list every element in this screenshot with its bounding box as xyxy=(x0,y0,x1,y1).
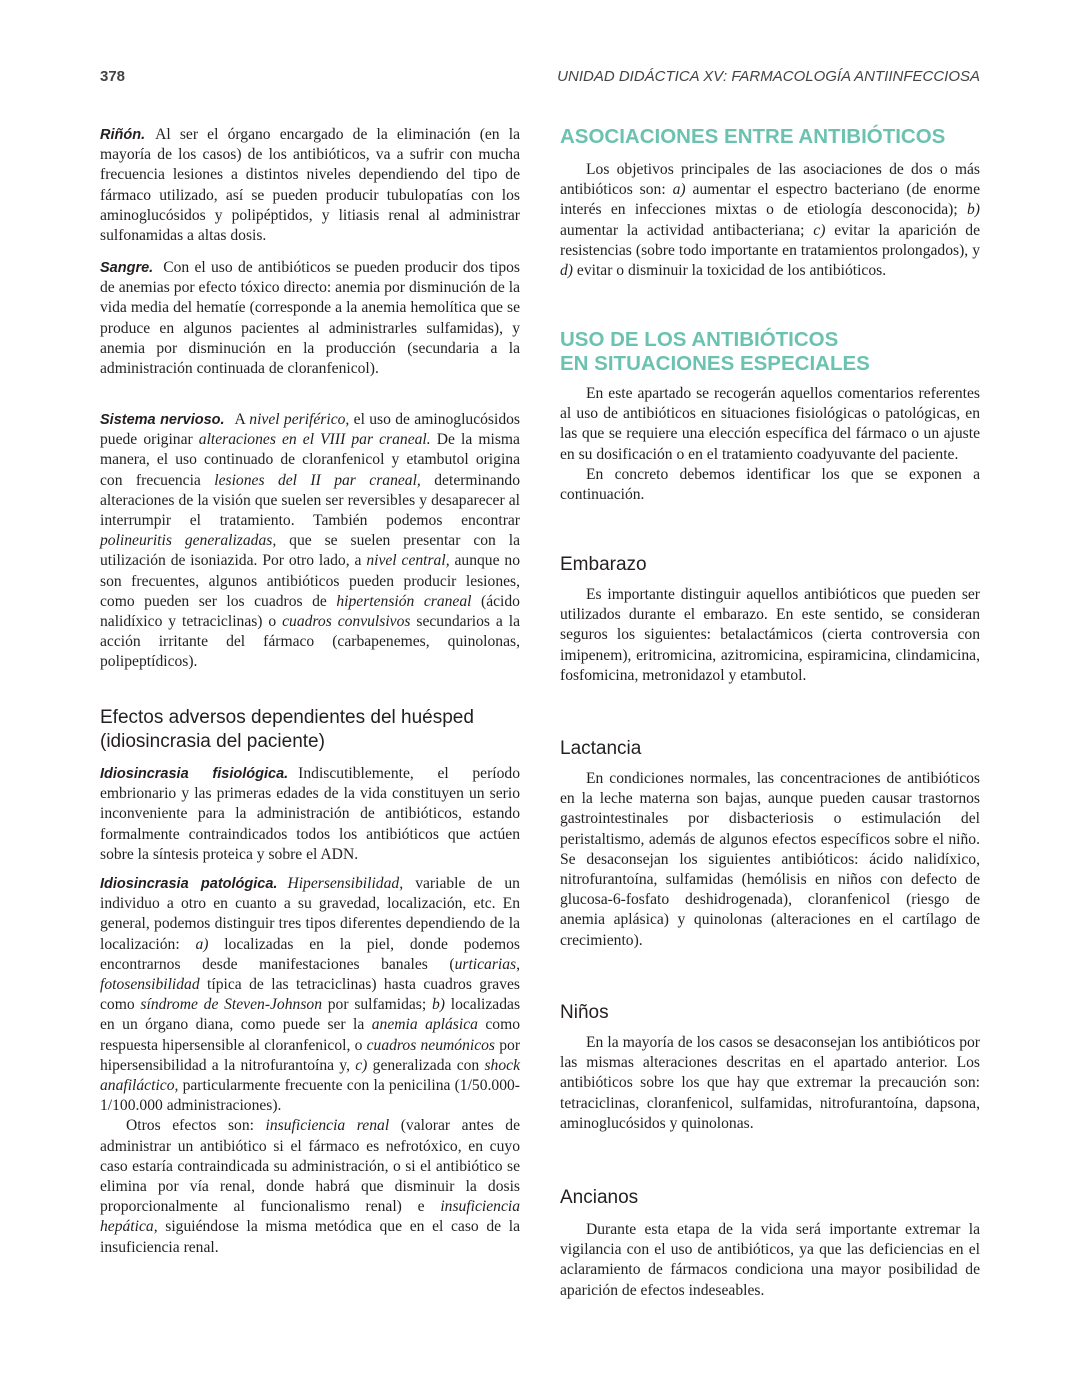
italic-text: b) xyxy=(431,996,445,1014)
italic-text: anemia aplásica xyxy=(371,1016,478,1034)
paragraph-ancianos xyxy=(560,1220,980,1301)
running-title: UNIDAD DIDÁCTICA XV: FARMACOLOGÍA ANTIINFECCIOSA xyxy=(557,68,980,85)
body-text: como respuesta hipersensible al cloranfenicol, o xyxy=(100,1016,521,1054)
body-text: Es importante distinguir aquellos antibióticos que pueden ser utilizados durante el embarazo. En este sentido, se consideran seguros los siguientes: betalactámicos (cierta controversia con imipenem), eritromicina, azitromicina, espiramicina, clindamicina, fosfomicina, metronidazol y etambutol. xyxy=(560,586,980,684)
body-text: aumentar el espectro bacteriano (de enorme interés en infecciones mixtas o de etiología desconocida); xyxy=(560,181,980,219)
subheading-ancianos: Ancianos xyxy=(560,1187,639,1208)
body-text: siguiéndose la misma metódica que en el caso de la insuficiencia renal. xyxy=(100,1218,520,1256)
body-text: localizadas en la piel, donde podemos encontrarnos desde manifestaciones banales ( xyxy=(100,935,520,973)
body-text: De la misma manera, el uso continuado de cloranfenicol y etambutol origina con frecuencia xyxy=(100,431,520,489)
italic-text: c) xyxy=(355,1056,368,1074)
body-text: En condiciones normales, las concentraciones de antibióticos en la leche materna son bajas, aunque pueden causar trastornos gastrointestinales por disbacteriosis o estimulación del peristaltismo, además de algunos efectos específicos sobre el niño. Se desaconsejan los siguientes antibióticos: ácido nalidíxico, nitrofurantoína, sulfamidas (hemólisis en niños con defecto de glucosa-6-fosfato deshidrogenada), cloranfenicol (riesgo de anemia aplásica) y quinolonas (alteraciones en el cartílago de crecimiento). xyxy=(560,770,980,949)
body-text: (valorar antes de administrar un antibiótico si el fármaco es nefrotóxico, en cuyo caso estaría contraindicada su administración, o si el antibiótico se elimina por vía renal, donde habrá que disminuir la dosis proporcionalmente al funcionalismo renal) e xyxy=(100,1117,520,1216)
body-text: secundarios a la acción irritante del fármaco (carbapenemes, quinolonas, polipeptídicos). xyxy=(100,613,520,671)
body-text: determinando alteraciones de la visión que suelen ser reversibles y desaparecer al interrumpir el tratamiento. También podemos encontrar xyxy=(100,471,520,530)
body-text: Al ser el órgano encargado de la eliminación (en la mayoría de los casos) de los antibióticos, va a sufrir con mucha frecuencia lesiones a distintos niveles dependiendo del tipo de fármaco utilizado, así se pueden producir tubulopatías con los aminoglucósidos y polipéptidos, y litiasis renal al administrar sulfonamidas a altas dosis. xyxy=(100,126,520,245)
body-text: En concreto debemos identificar los que se exponen a continuación. xyxy=(560,465,980,504)
italic-text: Hipersensibilidad, xyxy=(287,875,404,892)
italic-text: insuficiencia hepática, xyxy=(100,1198,520,1236)
run-in-heading: Idiosincrasia fisiológica. xyxy=(100,766,289,782)
italic-text: cuadros neumónicos xyxy=(366,1036,495,1054)
heading-line-2: EN SITUACIONES ESPECIALES xyxy=(560,352,870,375)
run-in-heading: Idiosincrasia patológica. xyxy=(100,876,278,892)
body-text: por sulfamidas; xyxy=(322,996,432,1014)
body-text: (ácido nalidíxico y tetraciclinas) o xyxy=(100,592,520,631)
body-text: En este apartado se recogerán aquellos comentarios referentes al uso de antibióticos en situaciones fisiológicas o patológicas, en las que se requiere una elección específica del fármaco o un ajuste en su dosificación o en el tratamiento coadyuvante del paciente. xyxy=(560,385,980,463)
body-text: Los objetivos principales de las asociaciones de dos o más antibióticos son: xyxy=(560,161,980,199)
run-in-heading: Sangre. xyxy=(100,260,154,276)
body-text: Con el uso de antibióticos se pueden producir dos tipos de anemias por efecto tóxico directo: anemia por disminución de la vida media del hematíe (corresponde a la anemia hemolítica que se produce en algunos pacientes al administrarles sulfamidas), y anemia por disminución en la producción (secundaria a la administración continuada de cloranfenicol). xyxy=(100,259,520,378)
paragraph-ninos xyxy=(560,1033,980,1134)
italic-text: a) xyxy=(672,181,686,199)
italic-text: nivel periférico, xyxy=(249,411,350,428)
body-text: evitar la aparición de resistencias (sobre todo importante en tratamientos prolongados), y xyxy=(560,221,980,259)
page-number: 378 xyxy=(100,68,126,85)
heading-asociaciones: ASOCIACIONES ENTRE ANTIBIÓTICOS xyxy=(560,125,946,148)
paragraph-idiosincrasia-patologica xyxy=(100,874,520,1258)
paragraph-asociaciones xyxy=(560,160,980,281)
body-text: aunque no son frecuentes, algunos antibióticos pueden producir lesiones, como pueden ser los cuadros de xyxy=(100,552,520,610)
italic-text: nivel central, xyxy=(366,552,450,570)
subheading-ninos: Niños xyxy=(560,1002,609,1023)
heading-uso-antibioticos xyxy=(560,328,990,376)
italic-text: hipertensión craneal xyxy=(336,592,472,610)
italic-text: d) xyxy=(560,262,573,280)
italic-text: shock anafiláctico, xyxy=(100,1056,520,1095)
heading-line-1: USO DE LOS ANTIBIÓTICOS xyxy=(560,328,839,351)
body-text: En la mayoría de los casos se desaconsejan los antibióticos por las mismas alteraciones descritas en el apartado anterior. Los antibióticos sobre los que hay que extremar la precaución son: tetraciclinas, cloranfenicol, sulfamidas, nitrofurantoína, dapsona, aminoglucósidos y quinolonas. xyxy=(560,1034,980,1132)
italic-text: a) xyxy=(195,935,209,953)
italic-text: alteraciones en el VIII par craneal. xyxy=(198,431,431,449)
body-text: aumentar la actividad antibacteriana; xyxy=(560,221,814,239)
body-text: por hipersensibilidad a la nitrofurantoína y, xyxy=(100,1036,521,1074)
body-text: generalizada con xyxy=(367,1056,485,1074)
subheading-lactancia: Lactancia xyxy=(560,738,642,759)
body-text: localizadas en un órgano diana, como puede ser la xyxy=(100,996,521,1034)
italic-text: urticarias, fotosensibilidad xyxy=(100,955,520,994)
body-text: que se suelen presentar con la utilización de isoniazida. Por otro lado, a xyxy=(100,532,521,570)
paragraph-embarazo xyxy=(560,585,980,686)
italic-text: síndrome de Steven-Johnson xyxy=(140,996,322,1014)
italic-text: c) xyxy=(813,221,826,239)
body-text: el uso de aminoglucósidos puede originar xyxy=(100,411,520,449)
subheading-embarazo: Embarazo xyxy=(560,554,647,575)
body-text: A xyxy=(234,411,250,428)
italic-text: cuadros convulsivos xyxy=(282,613,411,631)
italic-text: b) xyxy=(967,201,980,219)
body-text: Durante esta etapa de la vida será importante extremar la vigilancia con el uso de antibióticos, ya que las deficiencias en el aclaramiento de fármacos condiciona una mayor posibilidad de aparición de efectos indeseables. xyxy=(560,1221,980,1299)
italic-text: insuficiencia renal xyxy=(265,1117,390,1135)
italic-text: polineuritis generalizadas, xyxy=(100,532,277,550)
paragraph-rinon xyxy=(100,125,520,246)
paragraph-uso xyxy=(560,384,980,505)
body-text: Otros efectos son: xyxy=(126,1117,266,1135)
body-text: variable de un individuo a otro en cuanto a su gravedad, localización, etc. En general, podemos distinguir tres tipos diferentes dependiendo de la localización: xyxy=(100,875,520,953)
paragraph-idiosincrasia-fisiologica xyxy=(100,764,520,865)
run-in-heading: Riñón. xyxy=(100,127,146,143)
paragraph-sistema-nervioso xyxy=(100,410,520,673)
section-heading-efectos-adversos: Efectos adversos dependientes del huésped (idiosincrasia del paciente) xyxy=(100,707,474,752)
paragraph-lactancia xyxy=(560,769,980,951)
paragraph-sangre xyxy=(100,258,520,379)
body-text: particularmente frecuente con la penicilina (1/50.000-1/100.000 administraciones). xyxy=(100,1077,520,1115)
body-text: típica de las tetraciclinas) hasta cuadros graves como xyxy=(100,976,520,1014)
italic-text: lesiones del II par craneal, xyxy=(214,471,421,489)
body-text: Indiscutiblemente, el período embrionario y las primeras edades de la vida constituyen un serio inconveniente para la administración de antibióticos, estando formalmente contraindicados todos los antibióticos que actúen sobre la síntesis proteica y sobre el ADN. xyxy=(100,765,520,863)
run-in-heading: Sistema nervioso. xyxy=(100,412,225,428)
body-text: evitar o disminuir la toxicidad de los antibióticos. xyxy=(573,262,887,280)
